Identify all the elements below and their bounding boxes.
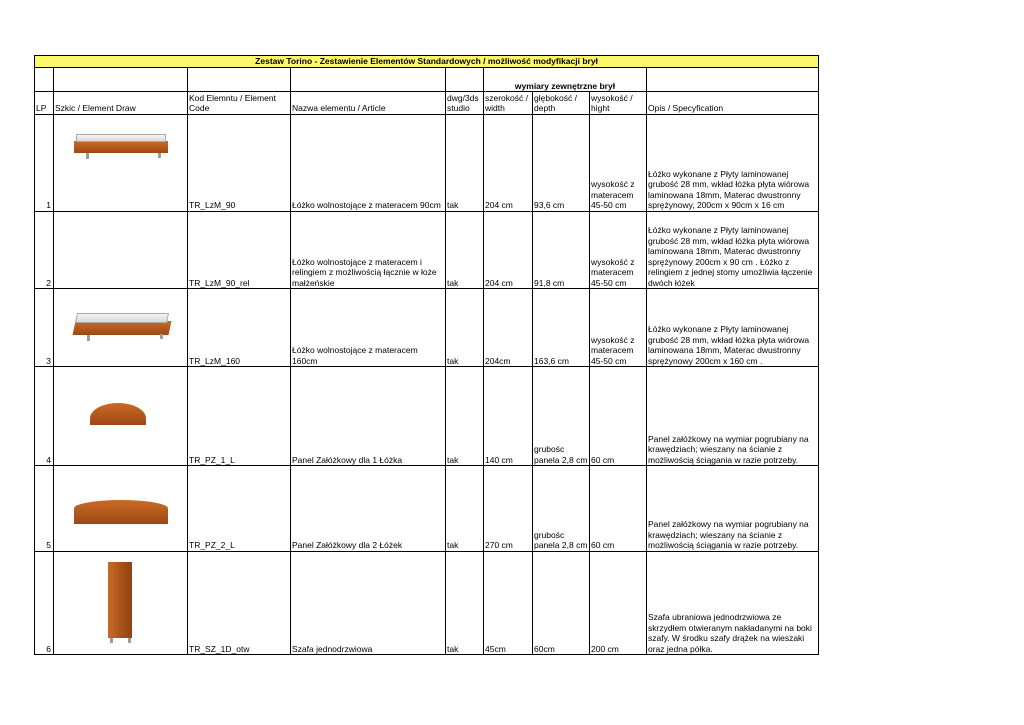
- row-desc: Panel załóżkowy na wymiar pogrubiany na krawędziach; wieszany na ścianie z możliwością ściągania w razie potrzeby.: [647, 466, 819, 552]
- row-name: Szafa jednodrzwiowa: [291, 551, 446, 654]
- bed-single-sketch: [54, 114, 188, 211]
- row-lp: 6: [35, 551, 54, 654]
- row-lp: 5: [35, 466, 54, 552]
- elements-sheet: [34, 55, 819, 655]
- row-code: TR_LzM_90_rel: [188, 211, 291, 289]
- row-lp: 4: [35, 367, 54, 466]
- row-dwg: tak: [446, 211, 484, 289]
- row-height: wysokość z materacem 45-50 cm: [590, 211, 647, 289]
- row-desc: Panel załóżkowy na wymiar pogrubiany na krawędziach; wieszany na ścianie z możliwością ściągania w razie potrzeby.: [647, 367, 819, 466]
- row-name: Panel Załóżkowy dla 2 Łóżek: [291, 466, 446, 552]
- header-width: szerokość / width: [484, 92, 533, 114]
- row-width: 204 cm: [484, 114, 533, 211]
- table-row: [35, 466, 819, 552]
- dimensions-group-header: wymiary zewnętrzne brył: [484, 68, 647, 92]
- table-row: [35, 289, 819, 367]
- header-name: Nazwa elementu / Article: [291, 92, 446, 114]
- row-desc: Łóżko wykonane z Płyty laminowanej grubość 28 mm, wkład łóżka płyta wiórowa laminowana 18mm, Materac dwustronny sprężynowy, 200cm x 90cm x 16 cm: [647, 114, 819, 211]
- row-width: 45cm: [484, 551, 533, 654]
- row-width: 204cm: [484, 289, 533, 367]
- header-depth: głębokość / depth: [533, 92, 590, 114]
- row-code: TR_LzM_160: [188, 289, 291, 367]
- row-code: TR_SZ_1D_otw: [188, 551, 291, 654]
- sheet-title: Zestaw Torino - Zestawienie Elementów Standardowych / możliwość modyfikacji brył: [35, 56, 819, 68]
- headboard-large-sketch: [54, 466, 188, 552]
- table-row: [35, 367, 819, 466]
- row-height: wysokość z materacem 45-50 cm: [590, 289, 647, 367]
- row-dwg: tak: [446, 367, 484, 466]
- row-depth: 91,8 cm: [533, 211, 590, 289]
- table-row: [35, 114, 819, 211]
- header-code: Kod Elemntu / Element Code: [188, 92, 291, 114]
- row-dwg: tak: [446, 289, 484, 367]
- header-sketch: Szkic / Element Draw: [54, 92, 188, 114]
- row-lp: 2: [35, 211, 54, 289]
- row-name: Łóżko wolnostojące z materacem 160cm: [291, 289, 446, 367]
- row-sketch-empty: [54, 211, 188, 289]
- row-code: TR_PZ_1_L: [188, 367, 291, 466]
- row-dwg: tak: [446, 114, 484, 211]
- row-desc: Łóżko wykonane z Płyty laminowanej grubość 28 mm, wkład łóżka płyta wiórowa laminowana 18mm, Materac dwustronny sprężynowy 200cm x 160 cm .: [647, 289, 819, 367]
- row-name: Łóżko wolnostojące z materacem i relingiem z możliwością łącznie w łoże małżeńskie: [291, 211, 446, 289]
- row-name: Panel Załóżkowy dla 1 Łóżka: [291, 367, 446, 466]
- row-depth: 60cm: [533, 551, 590, 654]
- row-height: wysokość z materacem 45-50 cm: [590, 114, 647, 211]
- header-dwg: dwg/3ds studio: [446, 92, 484, 114]
- row-height: 200 cm: [590, 551, 647, 654]
- row-height: 60 cm: [590, 466, 647, 552]
- row-lp: 1: [35, 114, 54, 211]
- row-depth: 163,6 cm: [533, 289, 590, 367]
- row-width: 270 cm: [484, 466, 533, 552]
- wardrobe-sketch: [54, 551, 188, 654]
- row-depth: grubośc panela 2,8 cm: [533, 466, 590, 552]
- row-height: 60 cm: [590, 367, 647, 466]
- row-desc: Łóżko wykonane z Płyty laminowanej grubość 28 mm, wkład łóżka płyta wiórowa laminowana 18mm, Materac dwustronny sprężynowy 200cm x 90 cm . Łóżko z relingiem z jednej stomy umożliwia łączenie dwóch łóżek: [647, 211, 819, 289]
- row-width: 204 cm: [484, 211, 533, 289]
- table-row: [35, 551, 819, 654]
- row-name: Łóżko wolnostojące z materacem 90cm: [291, 114, 446, 211]
- header-lp: LP: [35, 92, 54, 114]
- row-code: TR_LzM_90: [188, 114, 291, 211]
- row-code: TR_PZ_2_L: [188, 466, 291, 552]
- row-desc: Szafa ubraniowa jednodrzwiowa ze skrzydłem otwieranym nakładanymi na boki szafy. W środku szafy drążek na wieszaki oraz jedna półka.: [647, 551, 819, 654]
- table-row: [35, 211, 819, 289]
- row-dwg: tak: [446, 466, 484, 552]
- row-dwg: tak: [446, 551, 484, 654]
- header-height: wysokość / hight: [590, 92, 647, 114]
- header-desc: Opis / Specyfication: [647, 92, 819, 114]
- headboard-small-sketch: [54, 367, 188, 466]
- row-depth: 93,6 cm: [533, 114, 590, 211]
- row-depth: grubośc panela 2,8 cm: [533, 367, 590, 466]
- row-width: 140 cm: [484, 367, 533, 466]
- row-lp: 3: [35, 289, 54, 367]
- bed-double-sketch: [54, 289, 188, 367]
